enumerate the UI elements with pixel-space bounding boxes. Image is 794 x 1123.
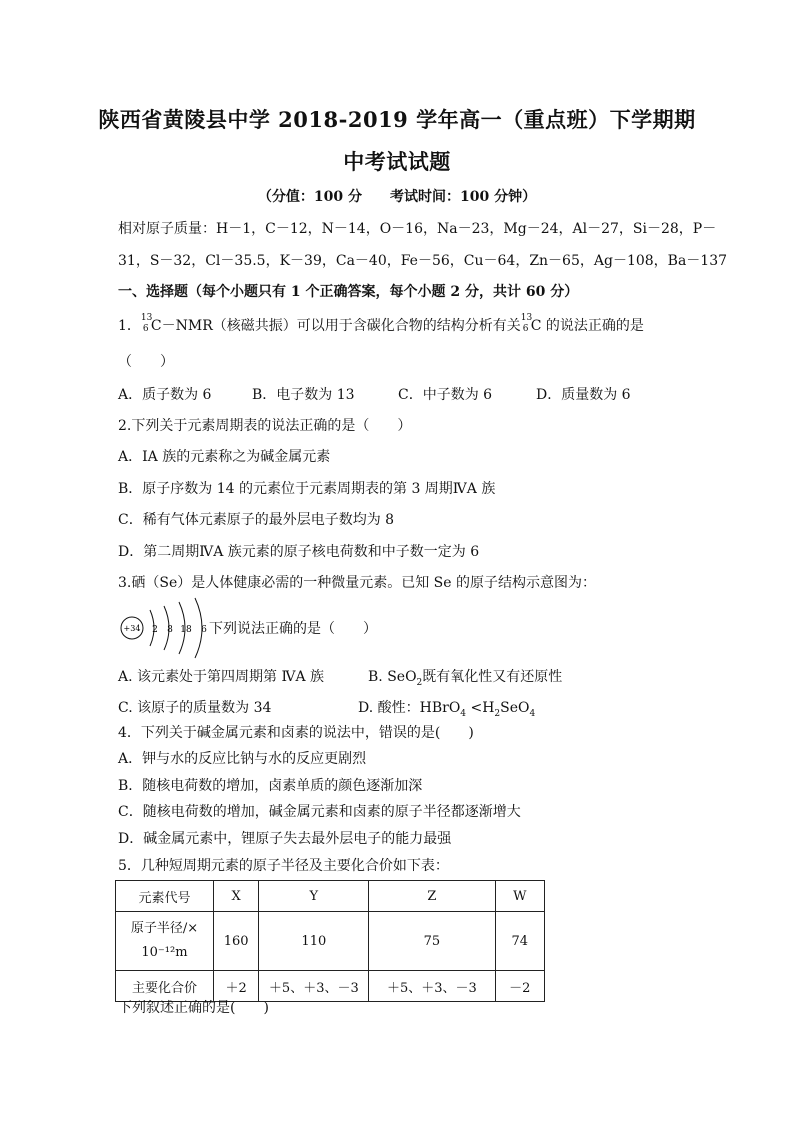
table-row [116,881,545,912]
q4-stem: 4．下列关于碱金属元素和卤素的说法中，错误的是( ) [118,725,474,741]
q4-option-a: A．钾与水的反应比钠与水的反应更剧烈 [118,751,367,767]
shell-electrons-2: 8 [167,625,173,635]
exam-title-line1: 陕西省黄陵县中学 2018-2019 学年高一（重点班）下学期期 [98,107,696,132]
c13-isotope: 13 6 [140,313,153,334]
table-header: X [213,881,258,912]
q1-option-d: D．质量数为 6 [536,387,631,403]
q4-option-c: C．随核电荷数的增加，碱金属元素和卤素的原子半径都逐渐增大 [118,804,521,820]
shell-electrons-3: 18 [180,625,192,635]
table-cell: ＋5、＋3、－3 [259,971,369,1002]
q3-option-b: B. SeO$_2$既有氧化性又有还原性 [368,669,563,688]
table-cell: ＋2 [213,971,258,1002]
q1-text-a: C－NMR（核磁共振）可以用于含碳化合物的结构分析有关 [150,318,521,334]
exam-info [0,186,794,206]
table-cell: 160 [213,912,258,971]
atomic-masses-line2: 31，S－32，Cl－35.5，K－39，Ca－40，Fe－56，Cu－64，Zn－65，Ag－108，Ba－137 [118,253,728,269]
exam-title-line2: 中考试试题 [343,149,451,174]
table-header: Y [259,881,369,912]
atomic-masses-line1: 相对原子质量：H－1，C－12，N－14，O－16，Na－23，Mg－24，Al－27，Si－28，P－ [118,221,717,237]
q3-option-d: D. 酸性：HBrO$_4$ $<H_2SeO_4$ [358,700,536,719]
table-cell: ＋5、＋3、－3 [369,971,495,1002]
q2-option-c: C．稀有气体元素原子的最外层电子数均为 8 [118,512,395,528]
q1-number: 1． [118,318,141,334]
c13-isotope: 13 6 [520,313,533,334]
table-cell: 75 [369,912,495,971]
shell-electrons-1: 2 [152,625,158,635]
score-info: （分值：100 分 [257,189,362,205]
element-table [115,880,545,1002]
q2-option-d: D．第二周期ⅣA 族元素的原子核电荷数和中子数一定为 6 [118,544,480,560]
time-info: 考试时间：100 分钟） [390,189,537,205]
q5-prompt: 下列叙述正确的是( ) [118,1000,269,1016]
section-heading: 一、选择题（每个小题只有 1 个正确答案，每个小题 2 分，共计 60 分） [118,284,579,300]
q3-stem: 3.硒（Se）是人体健康必需的一种微量元素。已知 Se 的原子结构示意图为： [118,575,597,591]
q1-option-b: B．电子数为 13 [252,387,355,403]
q3-option-c: C. 该原子的质量数为 34 [118,700,272,716]
selenium-atom-diagram [118,596,214,662]
nucleus-charge: +34 [123,624,141,633]
q2-option-b: B．原子序数为 14 的元素位于元素周期表的第 3 周期ⅣA 族 [118,481,496,497]
table-cell: 110 [259,912,369,971]
table-row [116,912,545,971]
q3-stem-tail: 下列说法正确的是（ ） [209,621,377,637]
q5-stem: 5．几种短周期元素的原子半径及主要化合价如下表： [118,858,449,874]
q2-option-a: A．ⅠA 族的元素称之为碱金属元素 [118,449,331,465]
table-header: Z [369,881,495,912]
q1-stem [118,315,644,335]
q4-option-b: B．随核电荷数的增加，卤素单质的颜色逐渐加深 [118,778,423,794]
q1-option-c: C．中子数为 6 [398,387,493,403]
table-cell: 74 [495,912,544,971]
q4-option-d: D．碱金属元素中，锂原子失去最外层电子的能力最强 [118,831,452,847]
shell-electrons-4: 6 [201,625,207,635]
table-cell: －2 [495,971,544,1002]
q1-option-a: A．质子数为 6 [118,387,212,403]
table-cell-valence-label: 主要化合价 [116,971,214,1002]
table-header: W [495,881,544,912]
q2-stem: 2.下列关于元素周期表的说法正确的是（ ） [118,418,412,434]
q1-text-b: C 的说法正确的是 [530,318,644,334]
table-header: 元素代号 [116,881,214,912]
table-cell-radius-label: 原子半径/× 10⁻¹²m [116,912,214,971]
q1-blank: （ ） [118,354,174,370]
q3-option-a: A. 该元素处于第四周期第 ⅣA 族 [118,669,325,685]
